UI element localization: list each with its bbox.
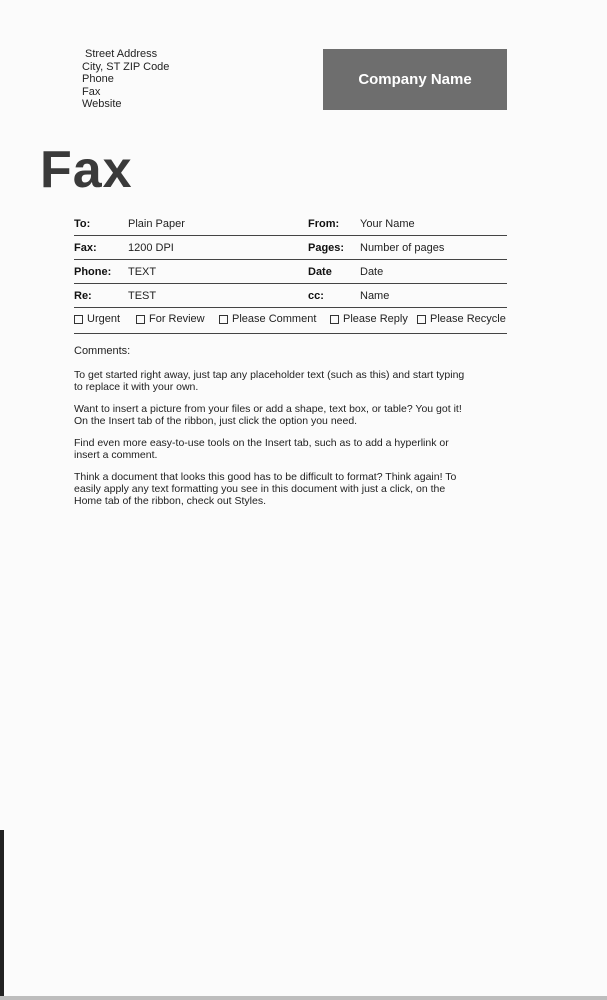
phone-value: TEXT bbox=[128, 266, 157, 278]
checkbox-icon bbox=[219, 315, 228, 324]
page-title: Fax bbox=[40, 141, 133, 199]
pages-value: Number of pages bbox=[360, 242, 445, 254]
from-label: From: bbox=[308, 218, 340, 230]
re-value: TEST bbox=[128, 290, 157, 302]
checkbox-label: Please Reply bbox=[343, 313, 408, 325]
company-name-block bbox=[323, 49, 507, 110]
street-address: Street Address bbox=[85, 48, 158, 60]
field-row bbox=[74, 284, 507, 308]
please-reply-checkbox[interactable] bbox=[330, 313, 408, 325]
please-comment-checkbox[interactable] bbox=[219, 313, 316, 325]
comment-paragraph: To get started right away, just tap any placeholder text (such as this) and start typing to replace it with your own. bbox=[74, 369, 465, 393]
fax-label: Fax: bbox=[74, 242, 97, 254]
re-label: Re: bbox=[74, 290, 92, 302]
scan-bottom-edge bbox=[0, 996, 607, 1000]
checkbox-icon bbox=[136, 315, 145, 324]
comment-paragraph: Want to insert a picture from your files or add a shape, text box, or table? You got it! On the Insert tab of the ribbon, just click the option you need. bbox=[74, 403, 462, 427]
checkbox-label: Please Recycle bbox=[430, 313, 506, 325]
field-row bbox=[74, 212, 507, 236]
website-line: Website bbox=[82, 98, 122, 110]
phone-line: Phone bbox=[82, 73, 114, 85]
sender-address-block bbox=[82, 48, 169, 111]
scan-edge-shadow bbox=[0, 830, 4, 1000]
company-name: Company Name bbox=[358, 71, 472, 88]
comment-paragraph: Think a document that looks this good has to be difficult to format? Think again! To easily apply any text formatting you see in this document with just a click, on the Home tab of the ribbon, check out Styles. bbox=[74, 471, 457, 507]
checkbox-icon bbox=[417, 315, 426, 324]
from-value: Your Name bbox=[360, 218, 415, 230]
field-row bbox=[74, 260, 507, 284]
checkbox-icon bbox=[330, 315, 339, 324]
for-review-checkbox[interactable] bbox=[136, 313, 205, 325]
checkbox-row bbox=[74, 308, 507, 334]
please-recycle-checkbox[interactable] bbox=[417, 313, 506, 325]
comments-body bbox=[74, 369, 474, 517]
checkbox-label: Urgent bbox=[87, 313, 121, 325]
field-row bbox=[74, 236, 507, 260]
checkbox-icon bbox=[74, 315, 83, 324]
comment-paragraph: Find even more easy-to-use tools on the Insert tab, such as to add a hyperlink or insert a comment. bbox=[74, 437, 449, 461]
to-label: To: bbox=[74, 218, 91, 230]
urgent-checkbox[interactable] bbox=[74, 313, 120, 325]
fax-line: Fax bbox=[82, 85, 101, 98]
city-state-zip: City, ST ZIP Code bbox=[82, 60, 170, 73]
cc-label: cc: bbox=[308, 290, 324, 302]
date-value: Date bbox=[360, 266, 384, 278]
to-value: Plain Paper bbox=[128, 218, 185, 230]
checkbox-label: Please Comment bbox=[232, 313, 317, 325]
pages-label: Pages: bbox=[308, 242, 345, 254]
phone-label: Phone: bbox=[74, 266, 112, 278]
fax-value: 1200 DPI bbox=[128, 242, 174, 254]
fax-header-fields bbox=[74, 212, 507, 308]
checkbox-label: For Review bbox=[149, 313, 205, 325]
cc-value: Name bbox=[360, 290, 390, 302]
date-label: Date bbox=[308, 266, 332, 278]
comments-label: Comments: bbox=[74, 345, 131, 357]
